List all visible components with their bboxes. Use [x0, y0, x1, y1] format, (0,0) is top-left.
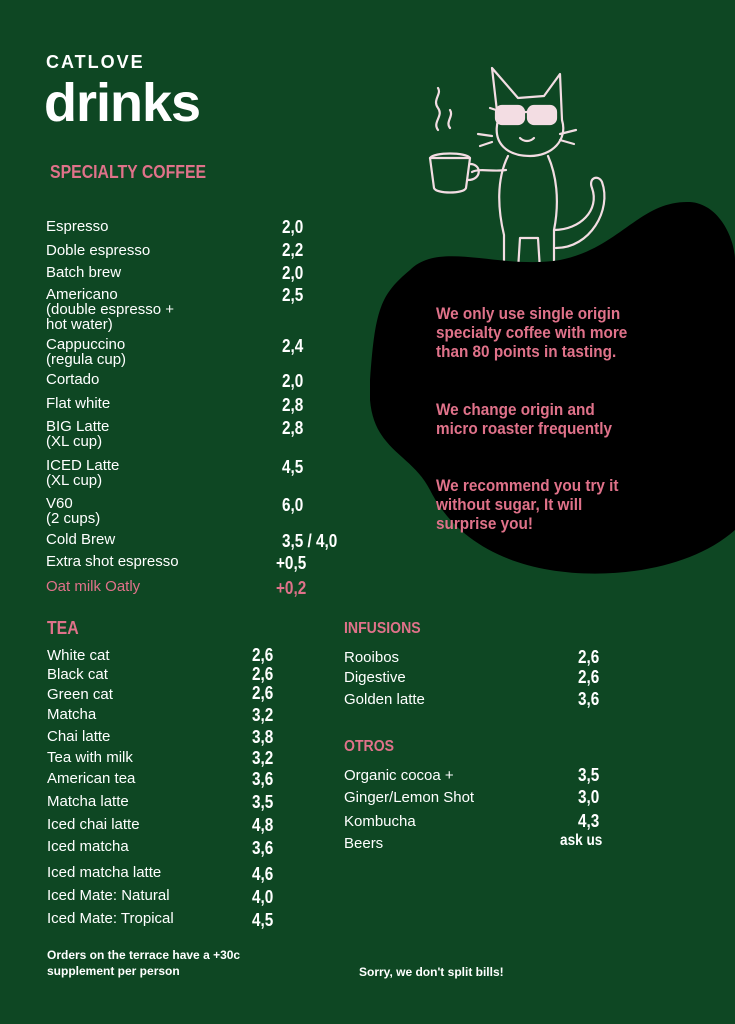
- menu-item-price: 3,6: [578, 689, 600, 709]
- menu-item-price: 2,6: [252, 683, 274, 703]
- menu-item-name: Oat milk Oatly: [46, 578, 141, 595]
- section-heading-specialty-coffee: SPECIALTY COFFEE: [50, 162, 207, 182]
- menu-item-name: Matcha latte: [47, 793, 129, 810]
- menu-item-name: Black cat: [47, 666, 108, 683]
- menu-item-price: 2,8: [282, 418, 304, 438]
- menu-item-name: Beers: [344, 835, 384, 852]
- menu-item-price: 2,0: [282, 217, 304, 237]
- menu-item-price: 3,2: [252, 705, 274, 725]
- menu-item-name: Flat white: [46, 395, 111, 412]
- menu-item-name: Iced Mate: Tropical: [47, 910, 174, 927]
- menu-item-price: 3,0: [578, 787, 600, 807]
- menu-item-name: American tea: [47, 770, 136, 787]
- menu-item-price: +0,2: [276, 578, 307, 598]
- menu-item-name: Matcha: [47, 706, 97, 723]
- menu-item-name: Golden latte: [344, 691, 425, 708]
- menu-item-name: V60 (2 cups): [46, 495, 101, 527]
- menu-item-price: 2,5: [282, 285, 304, 305]
- menu-item-name: Tea with milk: [47, 749, 133, 766]
- menu-item-price: 2,6: [578, 647, 600, 667]
- menu-item-name: White cat: [47, 647, 110, 664]
- menu-item-name: Iced Mate: Natural: [47, 887, 170, 904]
- menu-item-name: ICED Latte (XL cup): [46, 457, 120, 489]
- menu-item-name: Organic cocoa +: [344, 767, 454, 784]
- menu-item-name: Chai latte: [47, 728, 111, 745]
- brand-logo: CATLOVE: [46, 52, 145, 72]
- menu-item-price: 2,0: [282, 371, 304, 391]
- menu-item-price: 3,5: [252, 792, 274, 812]
- menu-item-name: Iced chai latte: [47, 816, 140, 833]
- section-heading-tea: TEA: [47, 618, 79, 638]
- menu-item-price: 2,6: [252, 664, 274, 684]
- menu-item-price: 6,0: [282, 495, 304, 515]
- menu-item-price: 3,6: [252, 769, 274, 789]
- specialty-info-text: We only use single origin specialty coffee with more than 80 points in tasting.: [436, 304, 628, 361]
- menu-item-price: +0,5: [276, 553, 307, 573]
- menu-item-name: Iced matcha latte: [47, 864, 162, 881]
- menu-item-name: Extra shot espresso: [46, 553, 179, 570]
- menu-item-price: 2,2: [282, 240, 304, 260]
- menu-item-price: 2,4: [282, 336, 304, 356]
- menu-item-price: 2,8: [282, 395, 304, 415]
- menu-item-name: Cappuccino (regula cup): [46, 336, 127, 368]
- menu-item-price: 4,3: [578, 811, 600, 831]
- origin-info-text: We change origin and micro roaster frequently: [436, 400, 613, 438]
- menu-item-name: Green cat: [47, 686, 113, 703]
- section-heading-infusions: INFUSIONS: [344, 620, 421, 637]
- menu-item-name: Digestive: [344, 669, 406, 686]
- menu-item-price: 2,6: [578, 667, 600, 687]
- menu-item-price: 3,5: [578, 765, 600, 785]
- menu-item-name: Iced matcha: [47, 838, 129, 855]
- menu-item-price: 4,5: [252, 910, 274, 930]
- section-heading-otros: OTROS: [344, 738, 395, 755]
- menu-item-name: Kombucha: [344, 813, 416, 830]
- menu-item-name: Doble espresso: [46, 242, 151, 259]
- menu-item-name: Batch brew: [46, 264, 122, 281]
- menu-item-name: BIG Latte (XL cup): [46, 418, 110, 450]
- menu-item-price: 4,5: [282, 457, 304, 477]
- menu-item-price: 3,5 / 4,0: [282, 531, 338, 551]
- menu-item-price: 3,2: [252, 748, 274, 768]
- menu-item-name: Cold Brew: [46, 531, 116, 548]
- no-split-bills-note: Sorry, we don't split bills!: [359, 965, 504, 979]
- menu-item-name: Espresso: [46, 218, 109, 235]
- menu-item-price: ask us: [560, 832, 603, 849]
- menu-item-price: 3,8: [252, 727, 274, 747]
- menu-item-name: Americano (double espresso + hot water): [46, 286, 174, 333]
- menu-item-price: 3,6: [252, 838, 274, 858]
- sugar-info-text: We recommend you try it without sugar, It will surprise you!: [436, 476, 619, 533]
- menu-item-name: Ginger/Lemon Shot: [344, 789, 475, 806]
- page-title: drinks: [44, 73, 201, 133]
- menu-item-price: 4,0: [252, 887, 274, 907]
- menu-item-price: 2,6: [252, 645, 274, 665]
- menu-item-name: Rooibos: [344, 649, 400, 666]
- menu-item-price: 4,6: [252, 864, 274, 884]
- menu-item-name: Cortado: [46, 371, 100, 388]
- terrace-supplement-note: Orders on the terrace have a +30c supplement per person: [47, 948, 241, 978]
- menu-item-price: 2,0: [282, 263, 304, 283]
- menu-item-price: 4,8: [252, 815, 274, 835]
